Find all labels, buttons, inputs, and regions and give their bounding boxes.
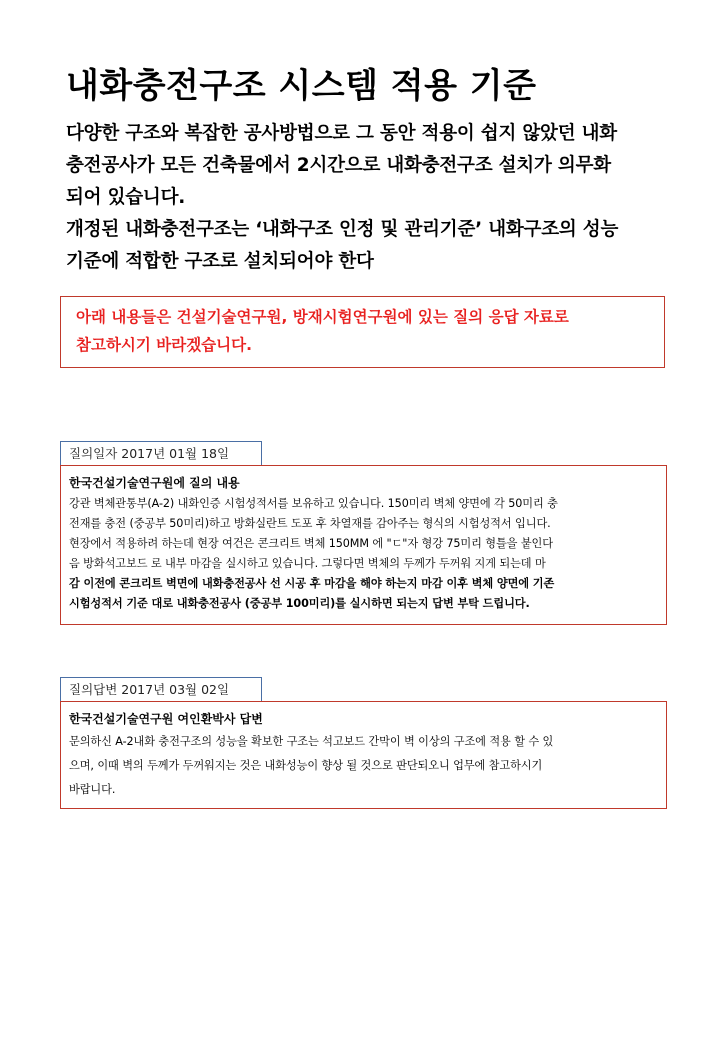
intro-line: 기준에 적합한 구조로 설치되어야 한다 (66, 251, 374, 272)
question-date-label: 질의일자 2017년 01월 18일 (60, 441, 262, 465)
answer-line: 문의하신 A-2내화 충전구조의 성능을 확보한 구조는 석고보드 간막이 벽 이상의 구조에 적용 할 수 있 (69, 735, 554, 748)
answer-box (60, 701, 667, 809)
question-heading: 한국건설기술연구원에 질의 내용 (69, 476, 240, 490)
answer-line: 으며, 이때 벽의 두께가 두꺼워지는 것은 내화성능이 향상 될 것으로 판단되오니 업무에 참고하시기 (69, 759, 543, 772)
notice-line: 아래 내용들은 건설기술연구원, 방재시험연구원에 있는 질의 응답 자료로 (76, 308, 569, 326)
notice-line: 참고하시기 바라겠습니다. (76, 336, 252, 354)
document-title: 내화충전구조 시스템 적용 기준 (66, 66, 537, 106)
question-box (60, 465, 667, 625)
intro-line: 충전공사가 모든 건축물에서 2시간으로 내화충전구조 설치가 의무화 (66, 155, 611, 176)
intro-line: 개정된 내화충전구조는 ‘내화구조 인정 및 관리기준’ 내화구조의 성능 (66, 219, 619, 240)
question-line: 음 방화석고보드 로 내부 마감을 실시하고 있습니다. 그렇다면 벽체의 두께가 두꺼워 지게 되는데 마 (69, 557, 546, 570)
question-line: 감 이전에 콘크리트 벽면에 내화충전공사 선 시공 후 마감을 해야 하는지 마감 이후 벽체 양면에 기존 (69, 577, 555, 590)
answer-line: 바랍니다. (69, 783, 116, 796)
question-line: 전재를 충전 (중공부 50미리)하고 방화실란트 도포 후 차열재를 감아주는 형식의 시험성적서 입니다. (69, 517, 551, 530)
question-line: 현장에서 적용하려 하는데 현장 여건은 콘크리트 벽체 150MM 에 "ㄷ"자 형강 75미리 형틀을 붙인다 (69, 537, 553, 550)
answer-date-label: 질의답변 2017년 03월 02일 (60, 677, 262, 701)
intro-line: 되어 있습니다. (66, 187, 186, 208)
notice-box (60, 296, 665, 368)
question-line: 시험성적서 기준 대로 내화충전공사 (중공부 100미리)를 실시하면 되는지 답변 부탁 드립니다. (69, 597, 530, 610)
question-line: 강관 벽체관통부(A-2) 내화인증 시험성적서를 보유하고 있습니다. 150미리 벽체 양면에 각 50미리 충 (69, 497, 558, 510)
intro-line: 다양한 구조와 복잡한 공사방법으로 그 동안 적용이 쉽지 않았던 내화 (66, 123, 617, 144)
answer-heading: 한국건설기술연구원 여인환박사 답변 (69, 712, 263, 726)
intro-paragraph (66, 118, 676, 278)
